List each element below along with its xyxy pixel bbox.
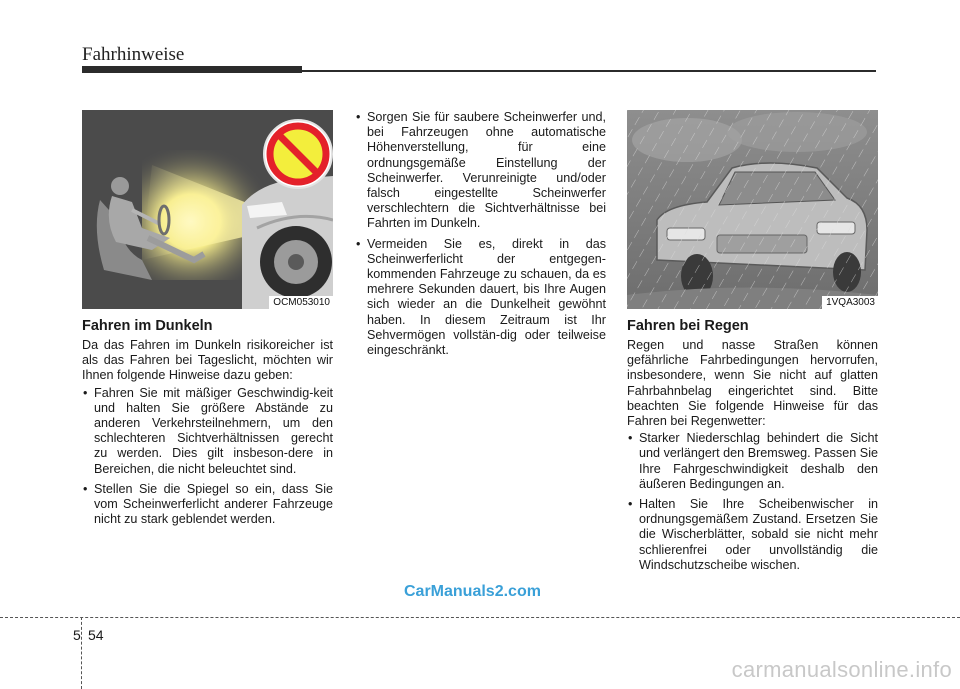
list-item: • Fahren Sie mit mäßiger Geschwindig-keit und halten Sie größere Abstände zu anderen Verkehrsteilnehmern, um den schlechteren Sichtverhältnissen gerecht zu werden. Dies gilt insbeson-dere in Bereichen, die nicht beleuchtet sind. bbox=[82, 386, 333, 477]
footer-divider bbox=[0, 617, 960, 618]
list-item: • Stellen Sie die Spiegel so ein, dass Sie vom Scheinwerferlicht anderer Fahrzeuge nicht zu stark geblendet werden. bbox=[82, 482, 333, 528]
header-rule-thin bbox=[300, 70, 876, 72]
section-intro: Regen und nasse Straßen können gefährliche Fahrbedingungen hervorrufen, insbesondere, wenn Sie nicht auf glatten Fahrbahnbelag eingerichtet sind. Bitte beachten Sie folgende Hinweise für das Fahren bei Regenwetter: bbox=[627, 338, 878, 429]
right-column bbox=[627, 110, 878, 578]
section-intro: Da das Fahren im Dunkeln risikoreicher ist als das Fahren bei Tageslicht, möchten wir Ihnen folgende Hinweise dazu geben: bbox=[82, 338, 333, 383]
watermark-link[interactable]: CarManuals2.com bbox=[404, 583, 541, 600]
header-rule-thick bbox=[82, 66, 302, 73]
figure-code: 1VQA3003 bbox=[822, 296, 878, 309]
chapter-title: Fahrhinweise bbox=[82, 44, 185, 65]
list-item: • Starker Niederschlag behindert die Sicht und verlängert den Bremsweg. Passen Sie Ihre Fahrgeschwindigkeit deshalb den äußeren Bedingungen an. bbox=[627, 431, 878, 492]
night-driving-illustration bbox=[82, 110, 333, 309]
left-column bbox=[82, 110, 333, 532]
prohibition-sign-icon bbox=[264, 120, 332, 188]
middle-column bbox=[355, 110, 606, 363]
rain-driving-illustration bbox=[627, 110, 878, 309]
list-item: • Halten Sie Ihre Scheibenwischer in ordnungsgemäßem Zustand. Ersetzen Sie die Wischerblätter, sobald sie nicht mehr schlierenfrei oder unvollständig die Windschutzscheibe wischen. bbox=[627, 497, 878, 573]
footer-vertical-divider bbox=[81, 617, 82, 689]
figure-code: OCM053010 bbox=[269, 296, 333, 309]
section-heading-rain: Fahren bei Regen bbox=[627, 318, 749, 334]
bullet-list bbox=[627, 431, 878, 573]
night-driving-scene bbox=[82, 110, 333, 309]
list-item: • Sorgen Sie für saubere Scheinwerfer und, bei Fahrzeugen ohne automatische Höhenverstellung, für eine ordnungsgemäße Einstellung der Scheinwerfer. Verunreinigte und/oder falsch eingestellte Scheinwerfer verschlechtern die Sichtverhältnisse bei Fahrten im Dunkeln. bbox=[355, 110, 606, 232]
bullet-list bbox=[355, 110, 606, 358]
bullet-list bbox=[82, 386, 333, 528]
page-number: 54 bbox=[88, 627, 104, 643]
chapter-number: 5 bbox=[73, 627, 81, 643]
section-heading-dark: Fahren im Dunkeln bbox=[82, 318, 213, 334]
footer-watermark: carmanualsonline.info bbox=[731, 657, 952, 682]
list-item: • Vermeiden Sie es, direkt in das Scheinwerferlicht der entgegen-kommenden Fahrzeuge zu schauen, da es mehrere Sekunden dauert, bis Ihre Augen sich wieder an die Dunkelheit gewöhnt haben. In diesem Zeitraum ist Ihr Sehvermögen vollstän-dig oder teilweise eingeschränkt. bbox=[355, 237, 606, 359]
rain-driving-scene bbox=[627, 110, 878, 309]
